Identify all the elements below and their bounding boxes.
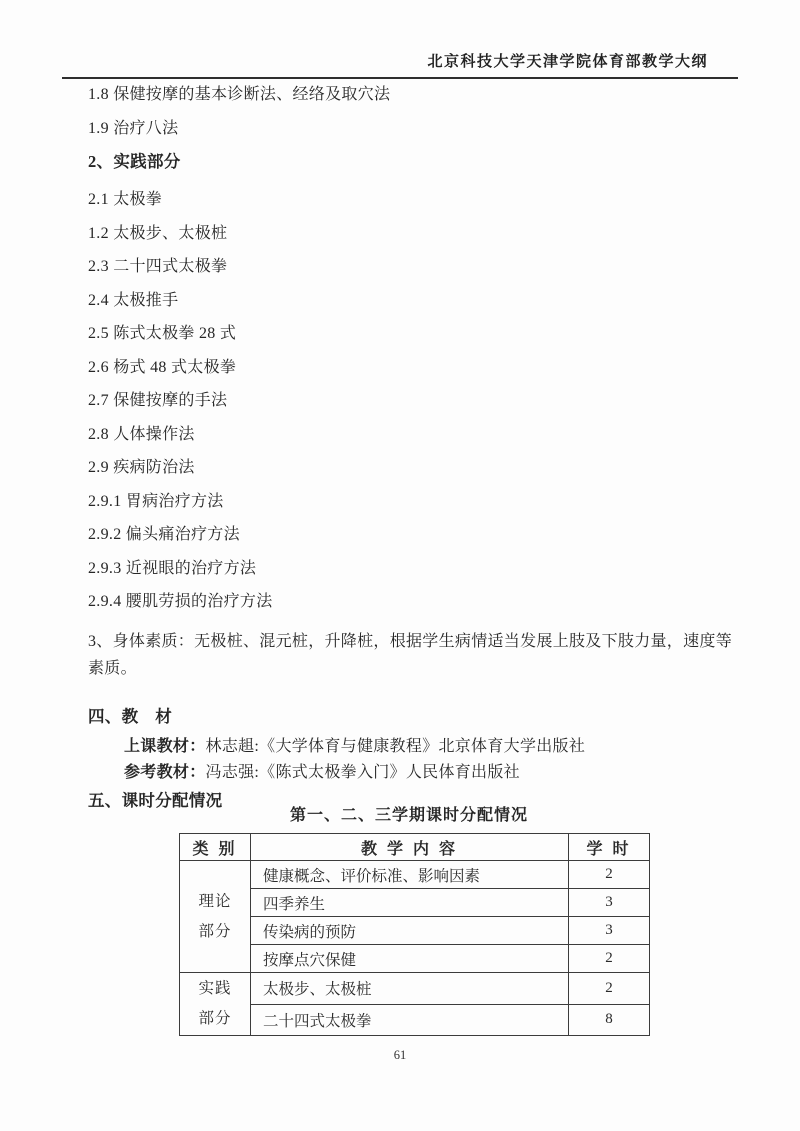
table-row [180, 945, 650, 973]
hours-table-head [180, 834, 650, 861]
col-header-category: 类 别 [180, 834, 251, 861]
hours-cell: 3 [569, 917, 650, 945]
syllabus-item: 2.9.3 近视眼的治疗方法 [88, 559, 257, 577]
hours-table [179, 833, 650, 1036]
section5-heading: 五、课时分配情况 [88, 791, 223, 810]
hours-cell: 3 [569, 889, 650, 917]
material-label-main: 上课教材： [124, 738, 206, 755]
content-cell: 健康概念、评价标准、影响因素 [251, 861, 569, 889]
syllabus-item: 2.9.1 胃病治疗方法 [88, 492, 224, 510]
hours-cell: 2 [569, 861, 650, 889]
syllabus-item: 2.9.2 偏头痛治疗方法 [88, 526, 240, 543]
category-line: 部分 [198, 1010, 232, 1027]
section2-heading: 2、实践部分 [88, 152, 181, 171]
syllabus-item: 2.6 杨式 48 式太极拳 [88, 358, 237, 376]
syllabus-item: 1.8 保健按摩的基本诊断法、经络及取穴法 [88, 86, 391, 103]
section-intro-items [88, 86, 740, 137]
hours-cell: 2 [569, 945, 650, 973]
content-cell: 太极步、太极桩 [251, 973, 569, 1005]
section2-items [88, 191, 740, 610]
material-text-ref: 冯志强:《陈式太极拳入门》人民体育出版社 [205, 764, 520, 781]
hours-table-section [0, 806, 800, 1036]
content-cell: 四季养生 [251, 889, 569, 917]
category-line: 部分 [198, 922, 232, 940]
content-cell: 二十四式太极拳 [251, 1004, 569, 1036]
syllabus-item: 2.4 太极推手 [88, 291, 179, 309]
material-label-ref: 参考教材： [124, 764, 206, 781]
section4-heading: 四、教 材 [88, 707, 172, 726]
content-cell: 传染病的预防 [251, 917, 569, 945]
header-rule [62, 77, 738, 79]
table-row [180, 861, 650, 889]
hours-table-title: 第一、二、三学期课时分配情况 [289, 807, 528, 824]
category-line: 实践 [198, 980, 232, 997]
syllabus-item: 2.1 太极拳 [88, 191, 163, 208]
material-line-ref [124, 760, 740, 786]
table-row [180, 889, 650, 917]
section3-paragraph: 3、身体素质：无极桩、混元桩，升降桩，根据学生病情适当发展上肢及下肢力量，速度等素质。 [88, 633, 733, 677]
table-row [180, 917, 650, 945]
syllabus-item: 2.3 二十四式太极拳 [88, 258, 228, 275]
hours-cell: 2 [569, 973, 650, 1005]
page-number: 61 [393, 1048, 407, 1062]
syllabus-item: 2.8 人体操作法 [88, 425, 195, 443]
hours-table-header-row [180, 834, 650, 861]
syllabus-item: 1.9 治疗八法 [88, 119, 179, 137]
category-cell [180, 861, 251, 973]
syllabus-item: 2.5 陈式太极拳 28 式 [88, 325, 237, 342]
syllabus-item: 1.2 太极步、太极桩 [88, 224, 228, 242]
material-text-main: 林志趄:《大学体育与健康教程》北京体育大学出版社 [205, 738, 586, 755]
table-row [180, 973, 650, 1005]
table-row [180, 1004, 650, 1036]
col-header-hours: 学 时 [569, 834, 650, 861]
content-cell: 按摩点穴保健 [251, 945, 569, 973]
page-header-title: 北京科技大学天津学院体育部教学大纲 [427, 54, 708, 70]
category-cell [180, 973, 251, 1036]
document-body [88, 86, 740, 810]
hours-cell: 8 [569, 1004, 650, 1036]
syllabus-item: 2.7 保健按摩的手法 [88, 392, 228, 409]
syllabus-item: 2.9 疾病防治法 [88, 459, 195, 476]
material-line-main [124, 734, 740, 760]
hours-table-body [180, 861, 650, 1036]
category-line: 理论 [198, 892, 232, 910]
col-header-content: 教 学 内 容 [251, 834, 569, 861]
syllabus-item: 2.9.4 腰肌劳损的治疗方法 [88, 593, 273, 610]
